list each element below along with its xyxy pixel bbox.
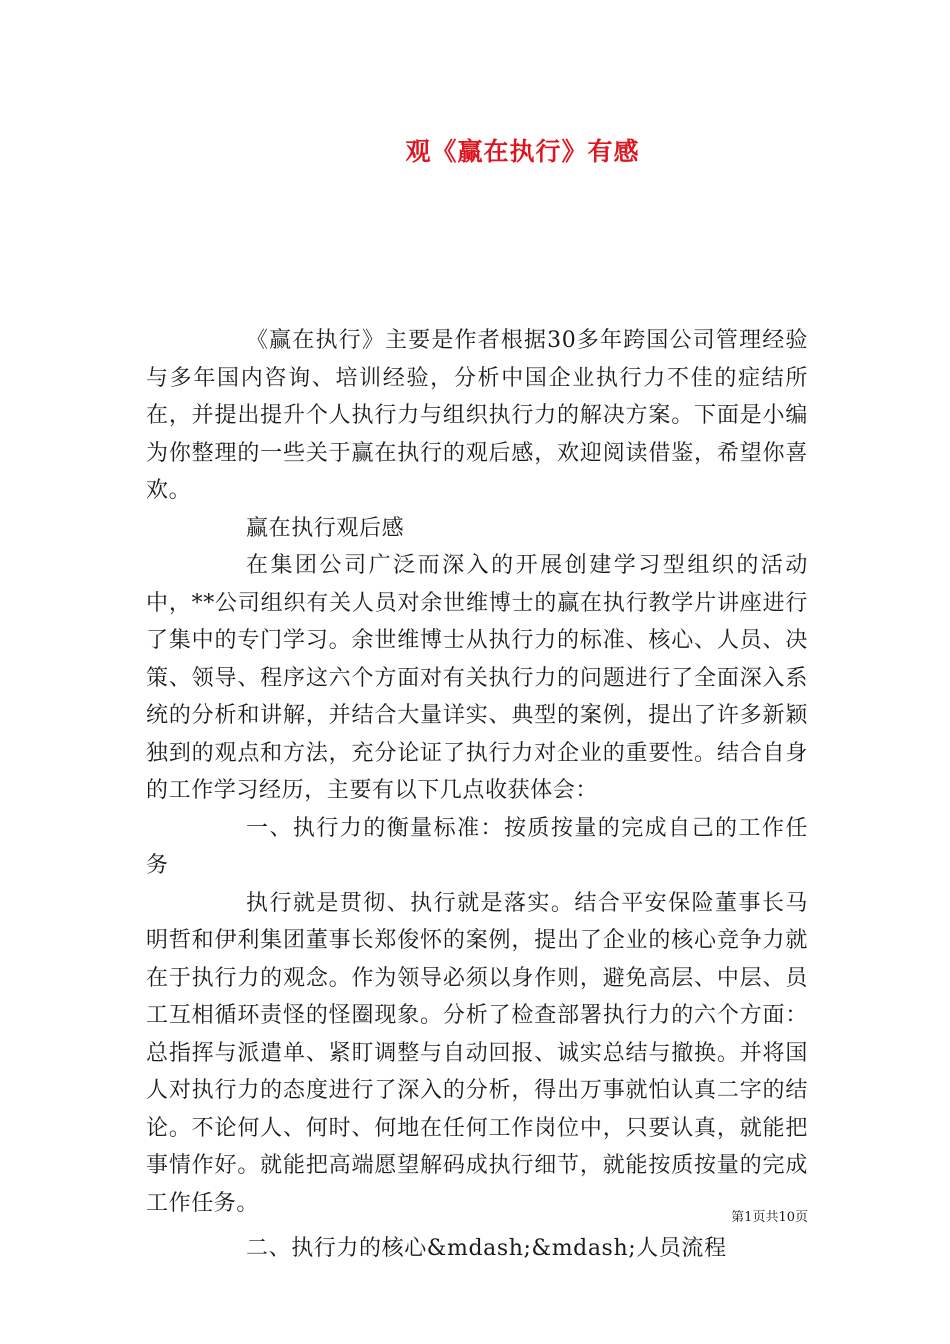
document-body [146,322,808,1268]
document-title: 观《赢在执行》有感 [405,137,640,166]
paragraph-intro: 《赢在执行》主要是作者根据30多年跨国公司管理经验与多年国内咨询、培训经验，分析中国企业执行力不佳的症结所在，并提出提升个人执行力与组织执行力的解决方案。下面是小编为你整理的一些关于赢在执行的观后感，欢迎阅读借鉴，希望你喜欢。 [146,328,808,503]
paragraph-section-two-heading: 二、执行力的核心&mdash;&mdash;人员流程 [246,1236,727,1261]
paragraph-section-one-body: 执行就是贯彻、执行就是落实。结合平安保险董事长马明哲和伊利集团董事长郑俊怀的案例，提出了企业的核心竞争力就在于执行力的观念。作为领导必须以身作则，避免高层、中层、员工互相循环责怪的怪圈现象。分析了检查部署执行力的六个方面：总指挥与派遣单、紧盯调整与自动回报、诚实总结与撤换。并将国人对执行力的态度进行了深入的分析，得出万事就怕认真二字的结论。不论何人、何时、何地在任何工作岗位中，只要认真，就能把事情作好。就能把高端愿望解码成执行细节，就能按质按量的完成工作任务。 [146,890,808,1216]
paragraph-subheading: 赢在执行观后感 [246,515,405,541]
paragraph-section-one-heading: 一、执行力的衡量标准：按质按量的完成自己的工作任务 [146,815,808,878]
page-footer: 第1页共10页 [731,1210,808,1225]
paragraph-background: 在集团公司广泛而深入的开展创建学习型组织的活动中，**公司组织有关人员对余世维博士的赢在执行教学片讲座进行了集中的专门学习。余世维博士从执行力的标准、核心、人员、决策、领导、程序这六个方面对有关执行力的问题进行了全面深入系统的分析和讲解，并结合大量详实、典型的案例，提出了许多新颖独到的观点和方法，充分论证了执行力对企业的重要性。结合自身的工作学习经历，主要有以下几点收获体会： [146,553,808,803]
